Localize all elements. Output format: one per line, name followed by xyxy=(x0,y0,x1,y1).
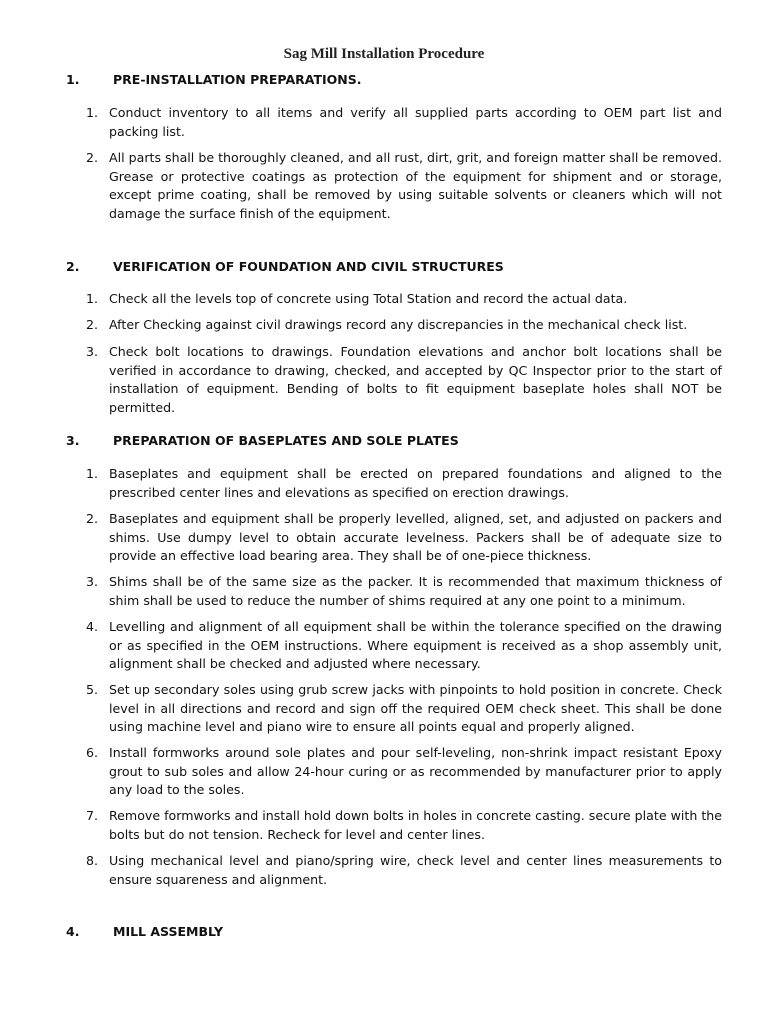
list-item xyxy=(78,510,722,566)
item-text: Using mechanical level and piano/spring wire, check level and center lines measurements to ensure squareness and alignment. xyxy=(109,853,722,887)
item-text: Check bolt locations to drawings. Foundation elevations and anchor bolt locations shall be verified in accordance to drawing, checked, and accepted by QC Inspector prior to the start of installation of equipment. Bending of bolts to fit equipment baseplate holes shall NOT be permitted. xyxy=(109,344,722,415)
item-number: 1. xyxy=(86,105,99,120)
list-item xyxy=(78,744,722,800)
item-number: 2. xyxy=(86,150,99,165)
item-text: After Checking against civil drawings record any discrepancies in the mechanical check list. xyxy=(109,317,688,332)
section-number: 4. xyxy=(66,924,80,939)
section-title: PRE-INSTALLATION PREPARATIONS. xyxy=(113,72,362,87)
section-number: 1. xyxy=(66,72,80,87)
item-number: 2. xyxy=(86,317,99,332)
item-number: 8. xyxy=(86,853,99,868)
list-item xyxy=(78,852,722,889)
list-item xyxy=(78,573,722,610)
item-text: Levelling and alignment of all equipment shall be within the tolerance specified on the drawing or as specified in the OEM instructions. Where equipment is received as a shop assembly unit, alignment shall be checked and adjusted where necessary. xyxy=(109,619,722,671)
item-text: Shims shall be of the same size as the packer. It is recommended that maximum thickness of shim shall be used to reduce the number of shims required at any one point to a minimum. xyxy=(109,574,722,608)
item-text: Conduct inventory to all items and verify all supplied parts according to OEM part list and packing list. xyxy=(109,105,722,139)
item-text: All parts shall be thoroughly cleaned, and all rust, dirt, grit, and foreign matter shall be removed. Grease or protective coatings as protection of the equipment for shipment and or storage, except prime coating, shall be removed by using suitable solvents or cleaners which will not damage the surface finish of the equipment. xyxy=(109,150,722,221)
item-text: Check all the levels top of concrete using Total Station and record the actual data. xyxy=(109,291,628,306)
list-item xyxy=(78,618,722,674)
item-text: Set up secondary soles using grub screw jacks with pinpoints to hold position in concrete. Check level in all directions and record and sign off the required OEM check sheet. This shall be done using machine level and piano wire to ensure all points equal and properly aligned. xyxy=(109,682,722,734)
section-heading-1 xyxy=(66,72,726,87)
list-item xyxy=(78,465,722,502)
item-number: 3. xyxy=(86,574,99,589)
section-heading-3 xyxy=(66,433,726,448)
item-number: 2. xyxy=(86,511,99,526)
list-item xyxy=(78,290,722,309)
section-title: MILL ASSEMBLY xyxy=(113,924,224,939)
section-number: 2. xyxy=(66,259,80,274)
item-number: 4. xyxy=(86,619,99,634)
item-number: 3. xyxy=(86,344,99,359)
document-title: Sag Mill Installation Procedure xyxy=(283,46,485,62)
list-item xyxy=(78,316,722,335)
section-title: VERIFICATION OF FOUNDATION AND CIVIL STRUCTURES xyxy=(113,259,504,274)
section-title: PREPARATION OF BASEPLATES AND SOLE PLATES xyxy=(113,433,459,448)
item-text: Install formworks around sole plates and pour self-leveling, non-shrink impact resistant Epoxy grout to sub soles and allow 24-hour curing or as recommended by manufacturer prior to apply any load to the soles. xyxy=(109,745,722,797)
list-item xyxy=(78,149,722,223)
item-text: Baseplates and equipment shall be properly levelled, aligned, set, and adjusted on packers and shims. Use dumpy level to obtain accurate levelness. Packers shall be of adequate size to provide an effective load bearing area. They shall be of one-piece thickness. xyxy=(109,511,722,563)
list-item xyxy=(78,681,722,737)
list-item xyxy=(78,343,722,417)
section-heading-2 xyxy=(66,259,726,274)
item-number: 5. xyxy=(86,682,99,697)
item-number: 1. xyxy=(86,466,99,481)
item-text: Baseplates and equipment shall be erected on prepared foundations and aligned to the prescribed center lines and elevations as specified on erection drawings. xyxy=(109,466,722,500)
section-heading-4 xyxy=(66,924,726,939)
section-number: 3. xyxy=(66,433,80,448)
item-text: Remove formworks and install hold down bolts in holes in concrete casting. secure plate with the bolts but do not tension. Recheck for level and center lines. xyxy=(109,808,722,842)
list-item xyxy=(78,807,722,844)
item-number: 1. xyxy=(86,291,99,306)
item-number: 6. xyxy=(86,745,99,760)
list-item xyxy=(78,104,722,141)
item-number: 7. xyxy=(86,808,99,823)
